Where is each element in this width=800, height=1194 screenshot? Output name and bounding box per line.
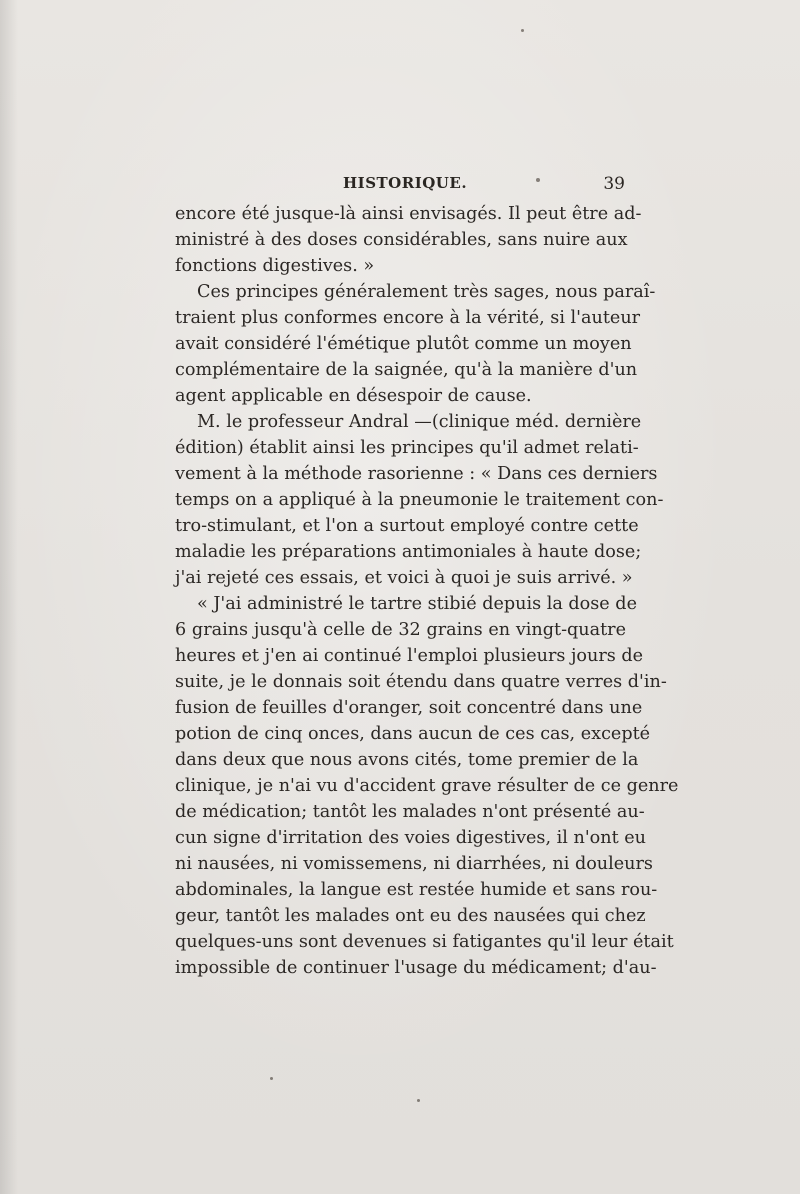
text-line: fonctions digestives. »	[175, 256, 375, 276]
text-line: vement à la méthode rasorienne : « Dans ces derniers	[175, 464, 658, 484]
paper-speck	[270, 1077, 273, 1080]
body-text	[175, 201, 679, 981]
text-line: abdominales, la langue est restée humide et sans rou-	[175, 880, 658, 900]
text-line: tro-stimulant, et l'on a surtout employé contre cette	[175, 516, 639, 536]
text-line: geur, tantôt les malades ont eu des nausées qui chez	[175, 906, 646, 926]
text-line: ministré à des doses considérables, sans nuire aux	[175, 230, 628, 250]
text-line: suite, je le donnais soit étendu dans quatre verres d'in-	[175, 672, 667, 692]
text-line: complémentaire de la saignée, qu'à la manière d'un	[175, 360, 638, 380]
text-line: encore été jusque-là ainsi envisagés. Il peut être ad-	[175, 204, 642, 224]
text-line: dans deux que nous avons cités, tome premier de la	[175, 750, 639, 770]
text-line: potion de cinq onces, dans aucun de ces cas, excepté	[175, 724, 651, 744]
text-line: avait considéré l'émétique plutôt comme un moyen	[175, 334, 632, 354]
text-line: cun signe d'irritation des voies digestives, il n'ont eu	[175, 828, 646, 848]
text-line: quelques-uns sont devenues si fatigantes qu'il leur était	[175, 932, 674, 952]
paper-speck	[417, 1099, 420, 1102]
text-line: heures et j'en ai continué l'emploi plusieurs jours de	[175, 646, 644, 666]
text-line: impossible de continuer l'usage du médicament; d'au-	[175, 958, 657, 978]
text-line: de médication; tantôt les malades n'ont présenté au-	[175, 802, 645, 822]
text-line: 6 grains jusqu'à celle de 32 grains en vingt-quatre	[175, 620, 626, 640]
running-head: HISTORIQUE.	[343, 174, 468, 192]
text-line: clinique, je n'ai vu d'accident grave résulter de ce genre	[175, 776, 679, 796]
text-line: agent applicable en désespoir de cause.	[175, 386, 532, 406]
paper-speck	[521, 29, 524, 32]
text-line: M. le professeur Andral —(clinique méd. dernière	[197, 412, 642, 432]
text-line: maladie les préparations antimoniales à haute dose;	[175, 542, 642, 562]
page-edge-shadow	[0, 0, 18, 1194]
text-line: j'ai rejeté ces essais, et voici à quoi je suis arrivé. »	[175, 568, 633, 588]
text-line: Ces principes généralement très sages, nous paraî-	[197, 282, 656, 302]
paper-speck	[536, 178, 540, 182]
page-number: 39	[603, 174, 625, 194]
text-line: ni nausées, ni vomissemens, ni diarrhées, ni douleurs	[175, 854, 653, 874]
text-line: fusion de feuilles d'oranger, soit concentré dans une	[175, 698, 643, 718]
page-header	[175, 174, 625, 198]
text-line: « J'ai administré le tartre stibié depuis la dose de	[197, 594, 637, 614]
text-line: temps on a appliqué à la pneumonie le traitement con-	[175, 490, 664, 510]
text-line: traient plus conformes encore à la vérité, si l'auteur	[175, 308, 641, 328]
text-line: édition) établit ainsi les principes qu'il admet relati-	[175, 438, 639, 458]
